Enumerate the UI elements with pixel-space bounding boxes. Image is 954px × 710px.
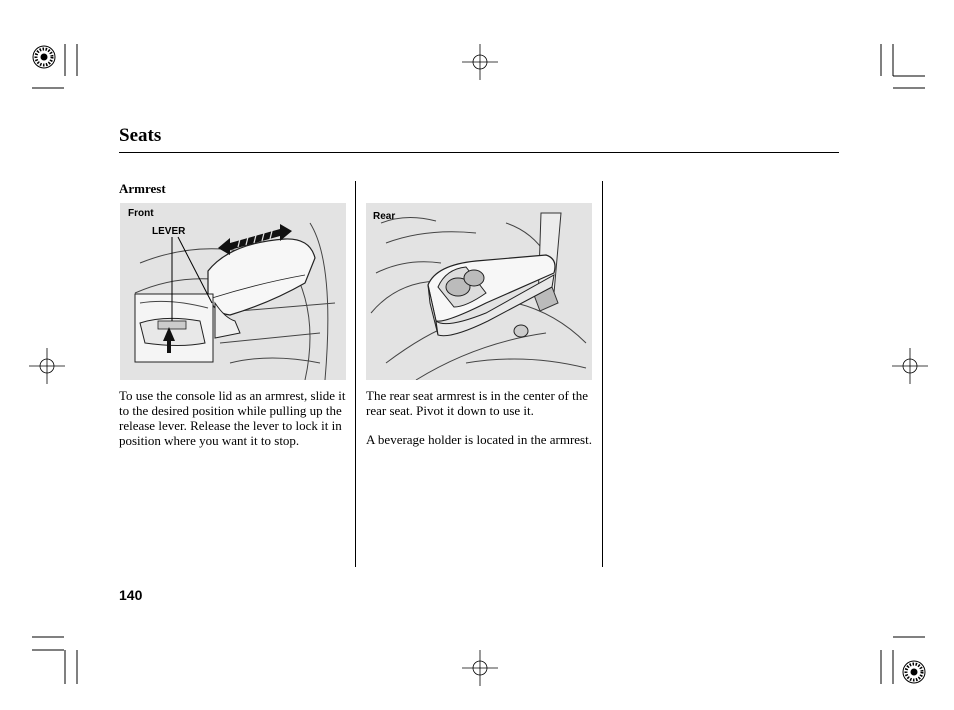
rear-armrest-figure [366,203,592,380]
column-divider-left [355,181,356,567]
front-armrest-figure [120,203,346,380]
lever-callout: LEVER [152,226,186,237]
front-armrest-paragraph: To use the console lid as an armrest, slide it to the desired position while pulling up the release lever. Release the lever to lock it in position where you want it to stop. [119,388,346,448]
rear-armrest-text [366,388,594,461]
page-number: 140 [119,587,143,603]
front-figure-label: Front [128,208,154,219]
armrest-heading: Armrest [119,181,166,196]
column-divider-right [602,181,603,567]
rear-seat-illustration [366,203,592,380]
rear-armrest-paragraph-1: The rear seat armrest is in the center of the rear seat. Pivot it down to use it. [366,388,588,418]
front-armrest-text [119,388,349,462]
title-divider [119,152,839,153]
front-console-illustration [120,203,346,380]
page-title: Seats [119,125,162,146]
rear-armrest-paragraph-2: A beverage holder is located in the armrest. [366,432,592,447]
rear-figure-label: Rear [373,211,396,222]
